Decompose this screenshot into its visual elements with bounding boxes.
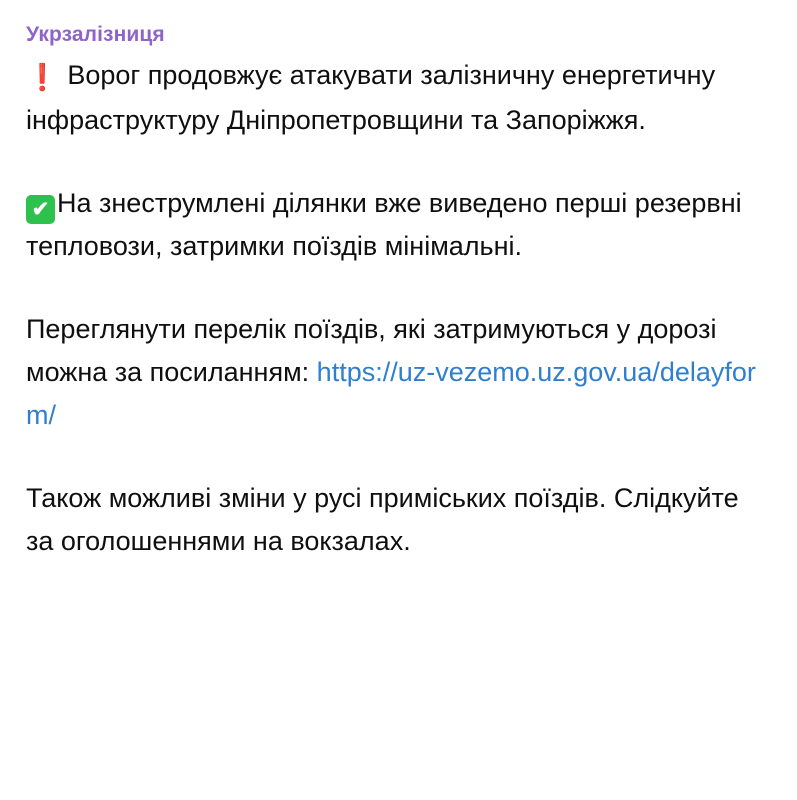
paragraph-3	[26, 308, 771, 437]
paragraph-1-text: Ворог продовжує атакувати залізничну енергетичну інфраструктуру Дніпропетровщини та Запоріжжя.	[26, 60, 716, 135]
paragraph-4-text: Також можливі зміни у русі приміських поїздів. Слідкуйте за оголошеннями на вокзалах.	[26, 483, 739, 556]
paragraph-1	[26, 54, 771, 142]
paragraph-2-text: На знеструмлені ділянки вже виведено перші резервні тепловози, затримки поїздів мінімальні.	[26, 188, 742, 261]
white-check-mark-emoji: ✔	[26, 195, 55, 224]
delay-form-link[interactable]: https://uz-vezemo.uz.gov.ua/delayform/	[26, 357, 756, 430]
paragraph-4	[26, 477, 771, 563]
exclamation-mark-emoji: ❗	[26, 62, 59, 92]
paragraph-2	[26, 182, 771, 268]
channel-name[interactable]: Укрзалізниця	[26, 23, 165, 46]
message-body	[26, 54, 771, 563]
paragraph-3-text: Переглянути перелік поїздів, які затримуються у дорозі можна за посиланням:	[26, 314, 717, 387]
